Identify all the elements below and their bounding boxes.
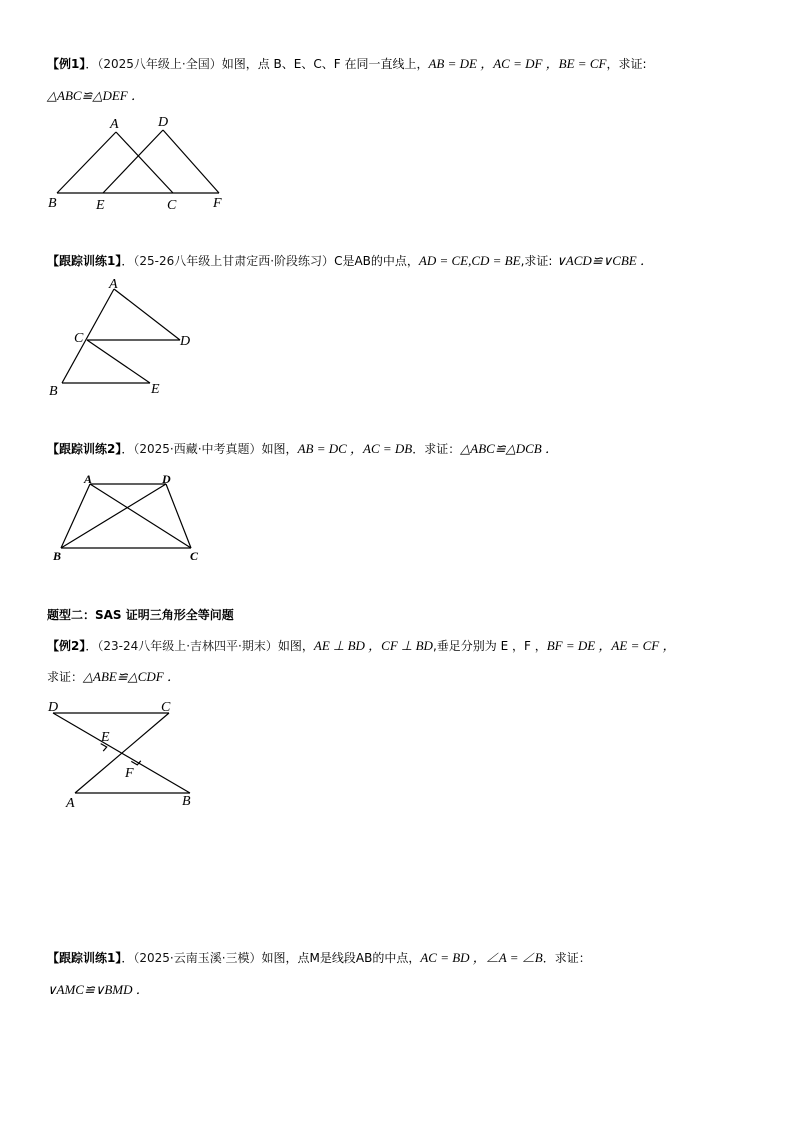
- track1-text1: C是AB的中点，: [334, 254, 419, 268]
- ex1-text2: ，求证:: [606, 57, 647, 71]
- ex2-prove: 求证：: [47, 670, 84, 684]
- track1-text2: ,求证:: [520, 254, 557, 268]
- ex2-sep: ．: [85, 639, 98, 653]
- track2-figure: [45, 468, 210, 563]
- track2-label-a: A: [84, 472, 93, 486]
- track1-label-e: E: [151, 382, 160, 397]
- ex1-source: （2025八年级上·全国）: [97, 57, 222, 71]
- ex2-tag: 【例2】: [47, 639, 86, 653]
- track1-source: （25-26八年级上甘肃定西·阶段练习）: [133, 254, 335, 268]
- track1-line1: [47, 253, 653, 269]
- ex1-label-c: C: [167, 198, 177, 213]
- track1-sep: ．: [121, 254, 134, 268]
- ex2-line1: [47, 638, 675, 654]
- ex1-segment-df: [163, 130, 219, 193]
- track3-line1: [47, 950, 591, 966]
- track3-conditions: AC = BD ，∠A = ∠B: [420, 950, 543, 965]
- ex2-label-a: A: [66, 796, 75, 811]
- ex1-line2: [47, 88, 144, 104]
- ex2-segment-db: [53, 713, 190, 793]
- track1-tag: 【跟踪训练1】: [47, 254, 122, 268]
- track2-source: （2025·西藏·中考真题）: [133, 442, 262, 456]
- track1-label-a: A: [109, 277, 118, 292]
- ex1-label-f: F: [213, 196, 222, 211]
- track3-text1: 如图，点M是线段AB的中点，: [261, 951, 421, 965]
- ex2-label-e: E: [101, 730, 110, 745]
- ex1-figure: [45, 110, 235, 215]
- track2-segment-ab: [61, 484, 90, 548]
- track2-goal: △ABC≌△DCB ．: [460, 441, 558, 456]
- ex2-conditions-2: BF = DE ，AE = CF ，: [546, 638, 676, 653]
- track2-line1: [47, 441, 558, 457]
- ex2-text2: ,垂足分别为 E ，F ，: [432, 639, 547, 653]
- track2-segment-bd: [61, 484, 166, 548]
- ex1-label-b: B: [48, 196, 57, 211]
- track2-tag: 【跟踪训练2】: [47, 442, 122, 456]
- track3-goal: ∨AMC≌∨BMD ．: [47, 982, 149, 997]
- track2-segment-dc: [166, 484, 191, 548]
- ex1-label-e: E: [96, 198, 105, 213]
- ex1-text1: 如图，点 B、E、C、F 在同一直线上，: [221, 57, 429, 71]
- track2-label-c: C: [190, 549, 199, 563]
- track2-sep: ．: [121, 442, 134, 456]
- track2-text2: ．求证：: [412, 442, 461, 456]
- ex2-label-f: F: [125, 766, 134, 781]
- ex1-conditions: AB = DE ，AC = DF ，BE = CF: [428, 56, 607, 71]
- track3-sep: ．: [121, 951, 134, 965]
- ex2-conditions: AE ⊥ BD ，CF ⊥ BD: [313, 638, 433, 653]
- section2-title: 题型二：SAS 证明三角形全等问题: [47, 608, 234, 622]
- ex1-tag: 【例1】: [47, 57, 86, 71]
- track1-label-b: B: [49, 384, 58, 399]
- track3-tag: 【跟踪训练1】: [47, 951, 122, 965]
- track1-segment-ad: [114, 289, 180, 340]
- track3-text2: ．求证：: [542, 951, 591, 965]
- track1-segment-ab: [62, 289, 114, 383]
- ex2-label-d: D: [48, 700, 59, 715]
- ex2-line2: [47, 669, 180, 685]
- track2-conditions: AB = DC ，AC = DB: [297, 441, 413, 456]
- ex2-label-b: B: [182, 794, 191, 809]
- track3-source: （2025·云南玉溪·三模）: [133, 951, 262, 965]
- track1-conditions: AD = CE,CD = BE: [418, 253, 521, 268]
- track2-label-d: D: [162, 472, 171, 486]
- ex1-goal: △ABC≌△DEF ．: [47, 88, 144, 103]
- ex2-figure: [45, 695, 205, 815]
- track3-line2: [47, 982, 149, 998]
- ex1-line1: [47, 56, 646, 72]
- ex1-segment-ba: [57, 132, 116, 193]
- track2-label-b: B: [53, 549, 62, 563]
- ex1-label-a: A: [110, 117, 119, 132]
- ex1-segment-ed: [103, 130, 163, 193]
- track1-goal: ∨ACD≌∨CBE ．: [556, 253, 653, 268]
- ex1-segment-ac: [116, 132, 173, 193]
- track1-label-d: D: [180, 334, 191, 349]
- track1-segment-ce: [87, 340, 150, 383]
- track2-segment-ac: [90, 484, 191, 548]
- ex2-goal: △ABE≌△CDF ．: [83, 669, 180, 684]
- ex1-label-d: D: [158, 115, 169, 130]
- track1-figure: [45, 275, 205, 400]
- track2-text1: 如图，: [261, 442, 298, 456]
- ex2-source: （23-24八年级上·吉林四平·期末）: [97, 639, 278, 653]
- ex2-label-c: C: [161, 700, 171, 715]
- ex1-sep: ．: [85, 57, 98, 71]
- track1-label-c: C: [74, 331, 84, 346]
- ex2-text1: 如图，: [277, 639, 314, 653]
